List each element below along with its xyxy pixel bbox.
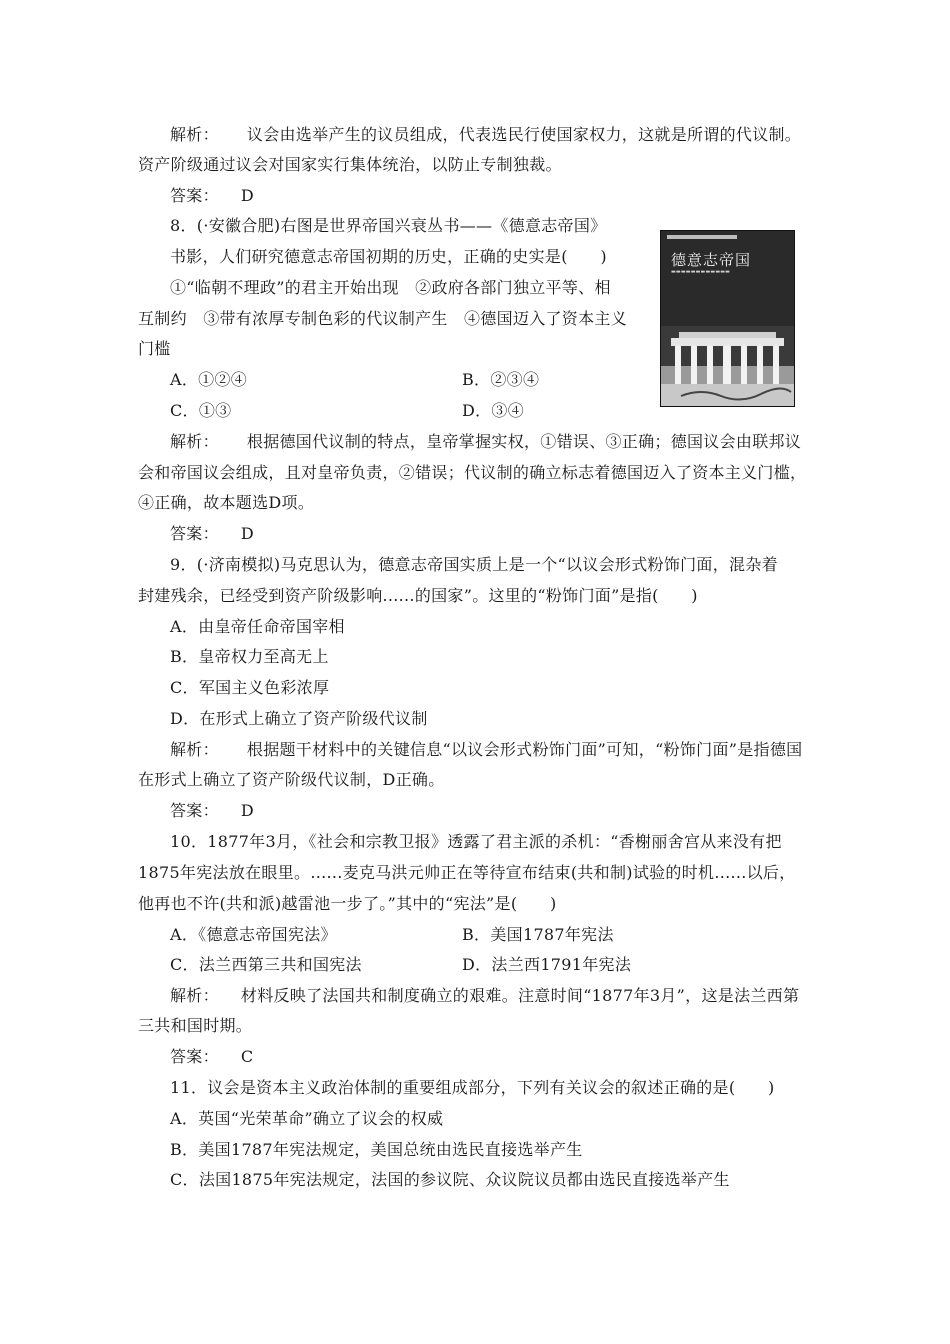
question-11-stem: 11．议会是资本主义政治体制的重要组成部分，下列有关议会的叙述正确的是( ) bbox=[170, 1078, 775, 1097]
cover-header-strip bbox=[667, 235, 737, 239]
question-8-stem: 8．(·安徽合肥)右图是世界帝国兴衰丛书——《德意志帝国》 bbox=[170, 216, 607, 235]
option-d: D．法兰西1791年宪法 bbox=[462, 955, 632, 974]
analysis-line: 在形式上确立了资产阶级代议制，D正确。 bbox=[138, 770, 445, 789]
analysis-text: 根据题干材料中的关键信息“以议会形式粉饰门面”可知，“粉饰门面”是指德国 bbox=[246, 740, 803, 759]
answer-value: D bbox=[240, 524, 255, 543]
question-10-stem: 1875年宪法放在眼里。......麦克马洪元帅正在等待宣布结束(共和制)试验的时机......以后， bbox=[138, 863, 796, 882]
option-a: A．①②④ bbox=[170, 370, 248, 389]
analysis-line: 三共和国时期。 bbox=[138, 1016, 253, 1035]
answer-value: D bbox=[240, 186, 255, 205]
analysis-line bbox=[170, 986, 799, 1006]
answer-label: 答案： bbox=[170, 524, 219, 543]
option-c: C．法兰西第三共和国宪法 bbox=[170, 955, 362, 974]
analysis-label: 解析： bbox=[170, 125, 219, 144]
option-d: D．在形式上确立了资产阶级代议制 bbox=[170, 709, 428, 728]
option-b: B．皇帝权力至高无上 bbox=[170, 647, 329, 666]
question-10-stem: 他再也不许(共和派)越雷池一步了。”其中的“宪法”是( ) bbox=[138, 894, 557, 913]
question-8-statements: 互制约 ③带有浓厚专制色彩的代议制产生 ④德国迈入了资本主义 bbox=[138, 309, 628, 328]
option-b: B．美国1787年宪法规定，美国总统由选民直接选举产生 bbox=[170, 1140, 583, 1159]
brandenburg-gate-illustration bbox=[661, 326, 794, 406]
question-8-statements: 门槛 bbox=[138, 339, 171, 358]
option-a: A．《德意志帝国宪法》 bbox=[170, 925, 337, 944]
analysis-line bbox=[170, 432, 801, 452]
answer-label: 答案： bbox=[170, 1047, 219, 1066]
option-a: A．由皇帝任命帝国宰相 bbox=[170, 617, 345, 636]
option-b: B．②③④ bbox=[462, 370, 540, 389]
analysis-text: 材料反映了法国共和制度确立的艰难。注意时间“1877年3月”，这是法兰西第 bbox=[240, 986, 800, 1005]
analysis-line: ④正确，故本题选D项。 bbox=[138, 493, 315, 512]
analysis-line bbox=[170, 740, 802, 760]
option-b: B．美国1787年宪法 bbox=[462, 925, 614, 944]
analysis-line bbox=[170, 125, 801, 145]
question-9-stem: 9．(·济南模拟)马克思认为，德意志帝国实质上是一个“以议会形式粉饰门面，混杂着 bbox=[170, 555, 778, 574]
option-a: A．英国“光荣革命”确立了议会的权威 bbox=[170, 1109, 444, 1128]
analysis-text: 根据德国代议制的特点，皇帝掌握实权，①错误、③正确；德国议会由联邦议 bbox=[246, 432, 802, 451]
option-c: C．军国主义色彩浓厚 bbox=[170, 678, 330, 697]
option-d: D．③④ bbox=[462, 401, 525, 420]
question-8-stem: 书影，人们研究德意志帝国初期的历史，正确的史实是( ) bbox=[170, 247, 607, 266]
question-10-stem: 10．1877年3月，《社会和宗教卫报》透露了君主派的杀机：“香榭丽舍宫从来没有把 bbox=[170, 832, 782, 851]
answer-label: 答案： bbox=[170, 801, 219, 820]
option-c: C．法国1875年宪法规定，法国的参议院、众议院议员都由选民直接选举产生 bbox=[170, 1170, 730, 1189]
question-8-statements: ①“临朝不理政”的君主开始出现 ②政府各部门独立平等、相 bbox=[170, 278, 611, 297]
analysis-label: 解析： bbox=[170, 740, 219, 759]
analysis-line: 资产阶级通过议会对国家实行集体统治，以防止专制独裁。 bbox=[138, 155, 562, 174]
answer-line bbox=[170, 186, 254, 206]
analysis-text: 议会由选举产生的议员组成，代表选民行使国家权力，这就是所谓的代议制。 bbox=[246, 125, 802, 144]
answer-line bbox=[170, 1047, 253, 1067]
analysis-label: 解析： bbox=[170, 986, 219, 1005]
analysis-line: 会和帝国议会组成，且对皇帝负责，②错误；代议制的确立标志着德国迈入了资本主义门槛， bbox=[138, 463, 807, 482]
book-cover-image bbox=[660, 230, 795, 407]
answer-label: 答案： bbox=[170, 186, 219, 205]
analysis-label: 解析： bbox=[170, 432, 219, 451]
answer-value: D bbox=[240, 801, 255, 820]
answer-line bbox=[170, 801, 254, 821]
answer-value: C bbox=[240, 1047, 254, 1066]
option-c: C．①③ bbox=[170, 401, 232, 420]
cover-subtitle-decor: ▬▬▬▬▬▬▬▬▬▬▬▬ bbox=[671, 269, 731, 275]
question-9-stem: 封建残余，已经受到资产阶级影响......的国家”。这里的“粉饰门面”是指( ) bbox=[138, 586, 698, 605]
cover-title: 德意志帝国 bbox=[671, 251, 752, 269]
option-row bbox=[170, 370, 247, 390]
answer-line bbox=[170, 524, 254, 544]
